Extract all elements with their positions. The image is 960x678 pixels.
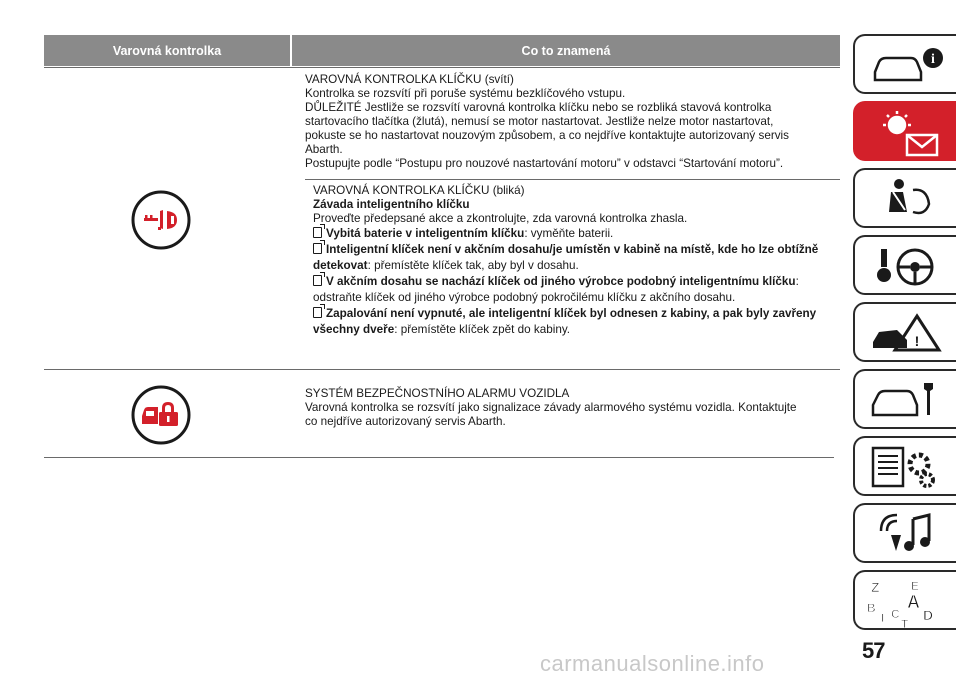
nav-tab-emergency[interactable]	[853, 302, 956, 362]
text-line: Kontrolka se rozsvítí při poruše systému bezklíčového vstupu.	[305, 87, 626, 100]
item-bold: V akčním dosahu se nachází klíček od jiného výrobce podobný inteligentnímu klíčku	[326, 275, 796, 288]
car-info-icon	[867, 42, 947, 88]
text-line: startovacího tlačítka (žlutá), nemusí se motor nastartovat. Jestliže nelze motor nastartovat,	[305, 115, 774, 128]
text-line: Varovná kontrolka se rozsvítí jako signalizace závady alarmového systému vozidla. Kontaktujte	[305, 401, 797, 414]
list-item	[313, 306, 833, 338]
svg-text:!: !	[914, 333, 920, 349]
item-bold: Inteligentní klíček není v akčním dosahu/je umístěn v kabině na místě, kde ho lze obtížně detekovat	[313, 243, 819, 272]
index-letter: E	[911, 579, 920, 593]
nav-tab-multimedia[interactable]	[853, 503, 956, 563]
block-title: VAROVNÁ KONTROLKA KLÍČKU (svítí)	[305, 73, 514, 86]
emergency-triangle-icon	[867, 310, 947, 356]
nav-tab-car-info[interactable]	[853, 34, 956, 94]
block-title: SYSTÉM BEZPEČNOSTNÍHO ALARMU VOZIDLA	[305, 387, 570, 400]
alphabetical-index-icon	[867, 578, 947, 628]
table-bottom-line	[44, 457, 834, 458]
bullet-icon	[313, 307, 322, 318]
alarm-system-text	[305, 387, 833, 429]
text-line: pokuste se ho nastartovat nouzovým způsobem, a co nejdříve kontaktujte autorizovaný servis	[305, 129, 789, 142]
bullet-icon	[313, 227, 322, 238]
index-letter: I	[881, 611, 885, 625]
nav-tab-technical-data[interactable]	[853, 436, 956, 496]
item-bold: Zapalování není vypnuté, ale inteligentní klíček byl odnesen z kabiny, a pak byly zavřeny všechny dveře	[313, 307, 817, 336]
header-warning-light: Varovná kontrolka	[112, 43, 222, 58]
index-letter: T	[901, 617, 909, 628]
index-letter: A	[907, 592, 920, 612]
subtitle-bold: Závada inteligentního klíčku	[313, 198, 470, 211]
nav-tab-safety[interactable]	[853, 168, 956, 228]
index-letter: D	[923, 607, 934, 623]
item-rest: : přemístěte klíček zpět do kabiny.	[394, 323, 571, 336]
page-number: 57	[862, 638, 885, 663]
key-warning-icon	[130, 189, 192, 251]
index-letter: Z	[871, 579, 880, 595]
header-underline	[44, 67, 840, 68]
watermark: carmanualsonline.info	[540, 651, 765, 676]
block-divider	[305, 179, 840, 180]
block-title: VAROVNÁ KONTROLKA KLÍČKU (bliká)	[313, 184, 525, 197]
list-item	[313, 274, 833, 306]
nav-tab-maintenance[interactable]	[853, 369, 956, 429]
bullet-icon	[313, 275, 322, 286]
nav-tab-index[interactable]	[853, 570, 956, 630]
index-letter: C	[891, 607, 900, 621]
text-line: Abarth.	[305, 143, 343, 156]
car-padlock-warning-icon	[130, 384, 192, 446]
row-divider	[44, 369, 840, 370]
technical-data-icon	[867, 444, 947, 490]
item-bold: Vybitá baterie v inteligentním klíčku	[326, 227, 525, 240]
warning-lights-icon	[867, 109, 947, 159]
key-warning-flashing-text	[313, 184, 833, 338]
text-line: co nejdříve autorizovaný servis Abarth.	[305, 415, 506, 428]
key-warning-on-text	[305, 73, 833, 171]
text-line: DŮLEŽITÉ Jestliže se rozsvítí varovná kontrolka klíčku nebo se rozbliká stavová kontrolka	[305, 101, 772, 114]
nav-tab-warning-lights[interactable]	[853, 101, 956, 161]
item-rest: : vyměňte baterii.	[524, 227, 614, 240]
block-subtitle	[313, 198, 833, 212]
index-letter: B	[867, 601, 876, 615]
svg-text:i: i	[931, 52, 935, 67]
key-steering-wheel-icon	[867, 243, 947, 289]
nav-tab-starting-driving[interactable]	[853, 235, 956, 295]
item-rest: : odstraňte klíček od jiného výrobce podobný pokročilému klíčku z akčního dosahu.	[313, 275, 799, 304]
car-service-icon	[867, 377, 947, 423]
seatbelt-airbag-icon	[867, 176, 947, 222]
header-meaning: Co to znamená	[290, 35, 840, 66]
text-line: Postupujte podle “Postupu pro nouzové nastartování motoru” v odstavci “Startování motoru”.	[305, 157, 784, 170]
list-item	[313, 242, 833, 274]
multimedia-icon	[867, 511, 947, 557]
bullet-icon	[313, 243, 322, 254]
table-header	[44, 35, 840, 66]
block-intro: Proveďte předepsané akce a zkontrolujte, zda varovná kontrolka zhasla.	[313, 212, 688, 225]
item-rest: : přemístěte klíček tak, aby byl v dosahu.	[367, 259, 579, 272]
list-item	[313, 226, 833, 242]
